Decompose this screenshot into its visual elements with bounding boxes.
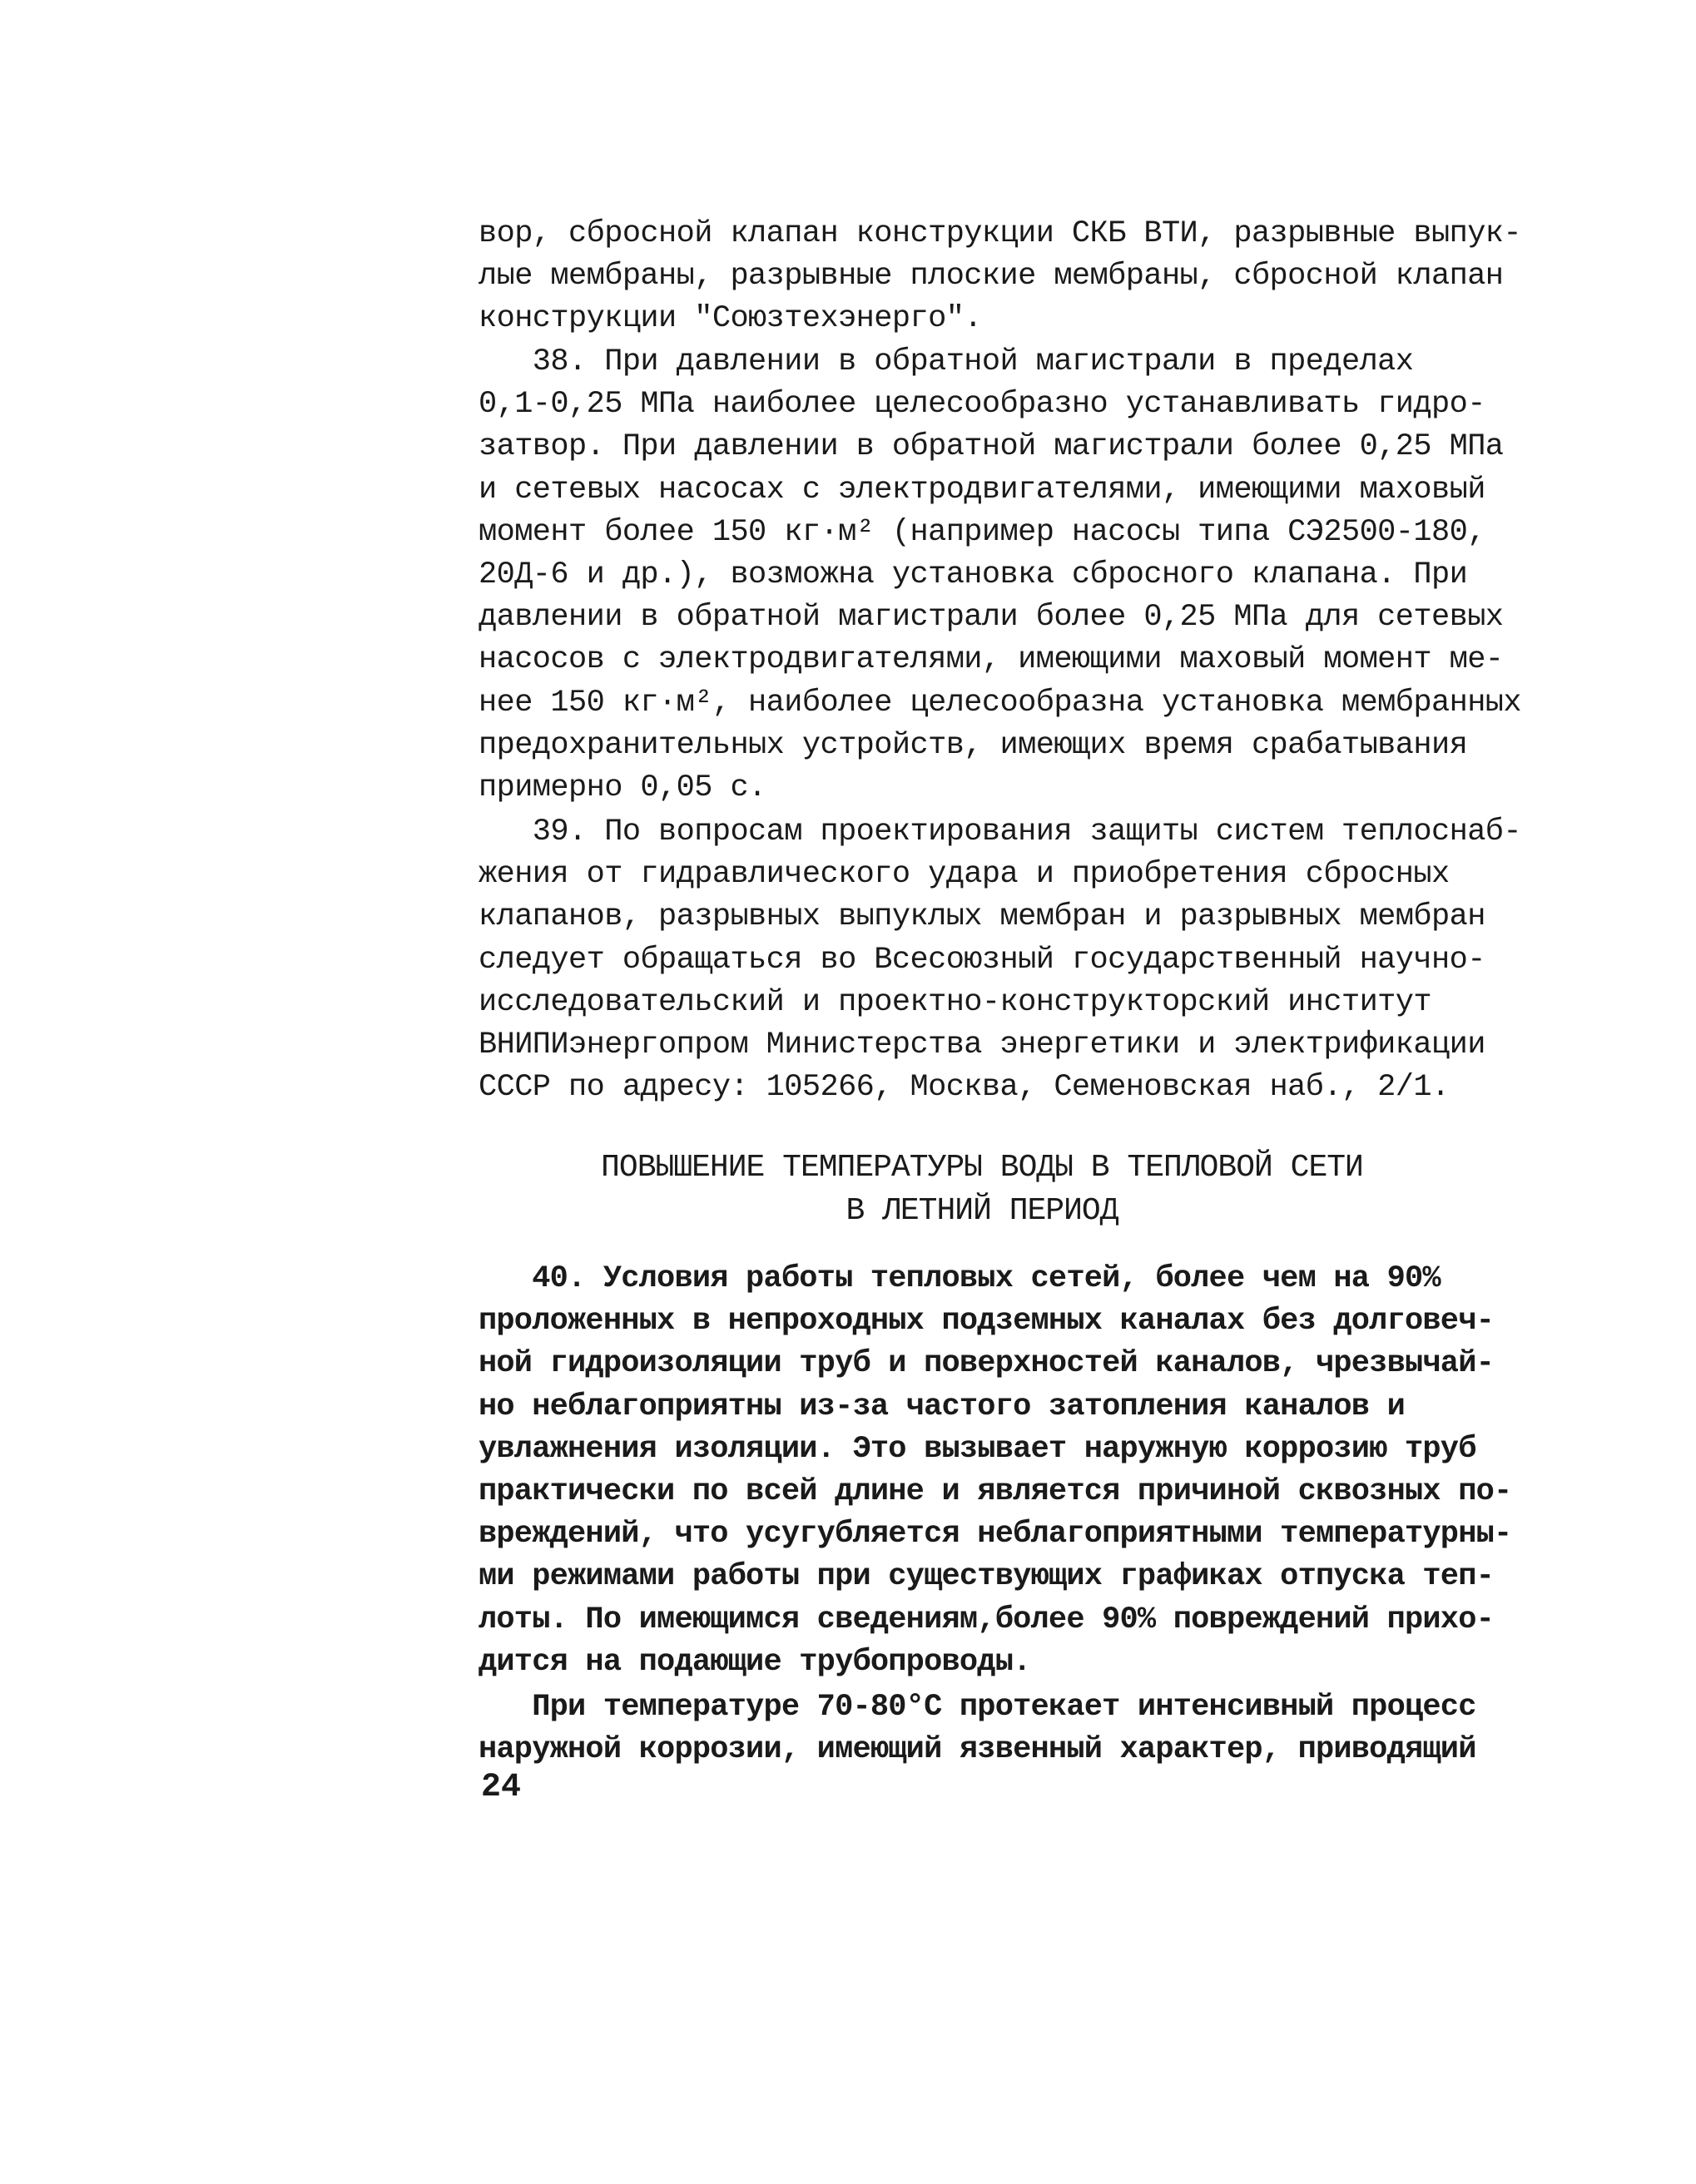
paragraph-38 xyxy=(479,341,1522,810)
text-line: дится на подающие трубопроводы. xyxy=(479,1644,1031,1680)
text-line: следует обращаться во Всесоюзный государственный научно- xyxy=(479,942,1485,978)
text-line: клапанов, разрывных выпуклых мембран и разрывных мембран xyxy=(479,899,1485,935)
page-number: 24 xyxy=(481,1769,522,1806)
text-line: 20Д-6 и др.), возможна установка сбросного клапана. При xyxy=(479,557,1468,592)
text-line: ми режимами работы при существующих графиках отпуска теп- xyxy=(479,1559,1495,1595)
text-line: СССР по адресу: 105266, Москва, Семеновская наб., 2/1. xyxy=(479,1070,1450,1106)
text-line: исследовательский и проектно-конструкторский институт xyxy=(479,984,1431,1020)
text-line: но неблагоприятны из-за частого затопления каналов и xyxy=(479,1389,1405,1424)
text-line: затвор. При давлении в обратной магистрали более 0,25 МПа xyxy=(479,429,1504,465)
text-line: и сетевых насосах с электродвигателями, имеющими маховый xyxy=(479,472,1485,508)
paragraph-39 xyxy=(479,811,1522,1109)
text-line: предохранительных устройств, имеющих время срабатывания xyxy=(479,727,1468,763)
text-line: 0,1-0,25 МПа наиболее целесообразно устанавливать гидро- xyxy=(479,387,1485,423)
text-line: ВНИПИэнергопром Министерства энергетики и электрификации xyxy=(479,1027,1485,1062)
text-line: проложенных в непроходных подземных каналах без долговеч- xyxy=(479,1304,1495,1340)
text-line: лоты. По имеющимся сведениям,более 90% повреждений прихо- xyxy=(479,1602,1495,1637)
text-line: ной гидроизоляции труб и поверхностей каналов, чрезвычай- xyxy=(479,1346,1495,1382)
text-line: вреждений, что усугубляется неблагоприятными температурны- xyxy=(479,1517,1512,1553)
text-line: момент более 150 кг·м² (например насосы типа СЭ2500-180, xyxy=(479,514,1485,550)
text-line: жения от гидравлического удара и приобретения сбросных xyxy=(479,857,1450,893)
text-line: вор, сбросной клапан конструкции СКБ ВТИ, разрывные выпук- xyxy=(479,216,1522,251)
text-line: практически по всей длине и является причиной сквозных по- xyxy=(479,1473,1512,1509)
text-line: наружной коррозии, имеющий язвенный характер, приводящий xyxy=(479,1732,1476,1768)
heading-line-2: В ЛЕТНИЙ ПЕРИОД xyxy=(846,1193,1118,1229)
text-line: конструкции "Союзтехэнерго". xyxy=(479,301,982,337)
text-line: нее 150 кг·м², наиболее целесообразна установка мембранных xyxy=(479,685,1522,721)
section-heading xyxy=(479,1146,1485,1233)
text-line: При температуре 70-80°С протекает интенсивный процесс xyxy=(479,1690,1476,1725)
paragraph-temperature xyxy=(479,1686,1485,1771)
text-line: 38. При давлении в обратной магистрали в пределах xyxy=(479,344,1414,379)
text-line: насосов с электродвигателями, имеющими маховый момент ме- xyxy=(479,642,1504,678)
heading-line-1: ПОВЫШЕНИЕ ТЕМПЕРАТУРЫ ВОДЫ В ТЕПЛОВОЙ СЕТИ xyxy=(601,1150,1363,1186)
text-line: лые мембраны, разрывные плоские мембраны, сбросной клапан xyxy=(479,259,1504,295)
text-line: увлажнения изоляции. Это вызывает наружную коррозию труб xyxy=(479,1431,1476,1467)
paragraph-40 xyxy=(479,1258,1512,1684)
text-line: примерно 0,05 с. xyxy=(479,770,766,805)
text-line: давлении в обратной магистрали более 0,25 МПа для сетевых xyxy=(479,600,1504,636)
text-line: 39. По вопросам проектирования защиты систем теплоснаб- xyxy=(479,815,1522,849)
text-line: 40. Условия работы тепловых сетей, более чем на 90% xyxy=(479,1261,1441,1296)
paragraph-continuation xyxy=(479,213,1522,341)
